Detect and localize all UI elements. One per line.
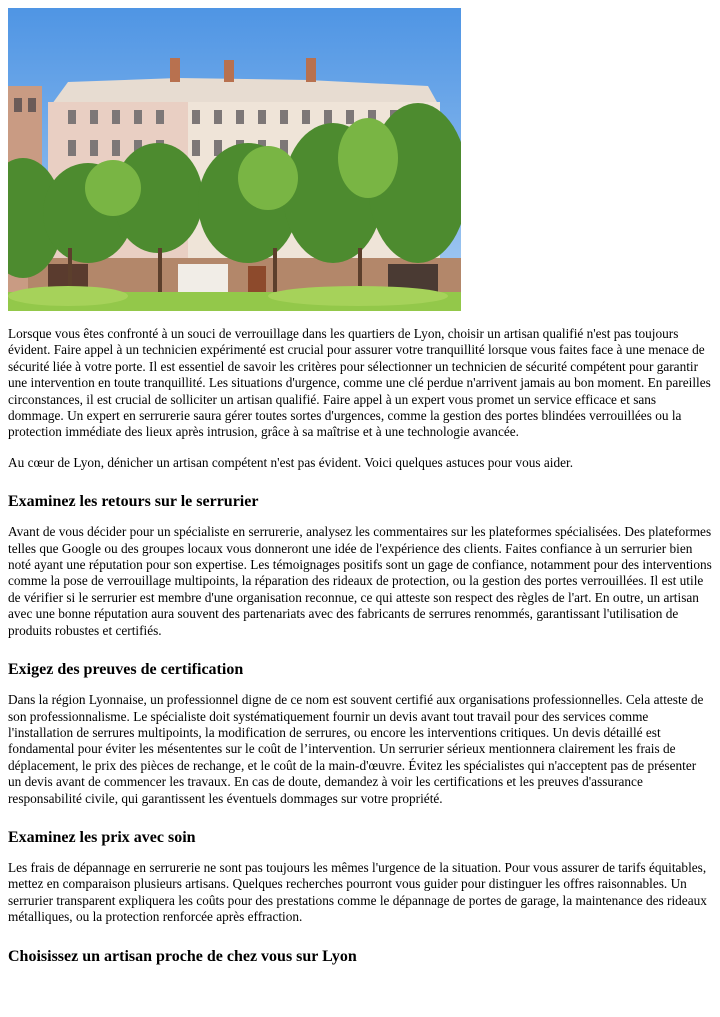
section-body-reviews: Avant de vous décider pour un spécialiste en serrurerie, analysez les commentaires sur les plateformes spécialisées. Des plateformes telles que Google ou des groupes locaux vous donneront une idée de l'expérience des clients. Faites confiance à un serrurier bien noté ayant une réputation pour son expertise. Les témoignages positifs sont un gage de confiance, notamment pour des interventions comme la pose de verrouillage multipoints, la réparation des rideaux de protection, ou la gestion des portes verrouillées. Il est utile de vérifier si le serrurier est membre d'une organisation reconnue, ce qui atteste son respect des règles de l'art. En outre, un artisan avec une bonne réputation aura souvent des partenariats avec des fabricants de serrures renommés, garantissant l'utilisation de produits robustes et certifiés. [8, 524, 712, 638]
intro-paragraph: Lorsque vous êtes confronté à un souci de verrouillage dans les quartiers de Lyon, choisir un artisan qualifié n'est pas toujours évident. Faire appel à un technicien expérimenté est crucial pour assurer votre tranquillité lorsque vous faites face à une menace de sécurité liée à votre porte. Il est essentiel de savoir les critères pour sélectionner un technicien de sécurité compétent pour garantir une intervention en toute tranquillité. Les situations d'urgence, comme une clé perdue n'arrivent jamais au bon moment. En pareilles circonstances, il est crucial de solliciter un artisan qualifié. Faire appel à un expert vous promet un service efficace et sans dommage. Un expert en serrurerie saura gérer toutes sortes d'urgences, comme la gestion des portes blindées verrouillées ou la protection immédiate des lieux après intrusion, grâce à sa maîtrise et à une technologie avancée. [8, 326, 711, 440]
section-heading-local-artisan: Choisissez un artisan proche de chez vous sur Lyon [8, 947, 357, 965]
section-heading-certification: Exigez des preuves de certification [8, 661, 244, 679]
section-heading-prices: Examinez les prix avec soin [8, 828, 196, 846]
lyon-building-photo [8, 8, 461, 311]
section-heading-reviews: Examinez les retours sur le serrurier [8, 493, 259, 511]
lead-paragraph: Au cœur de Lyon, dénicher un artisan compétent n'est pas évident. Voici quelques astuces pour vous aider. [8, 454, 574, 470]
section-body-prices: Les frais de dépannage en serrurerie ne sont pas toujours les mêmes l'urgence de la situation. Pour vous assurer de tarifs équitables, mettez en comparaison plusieurs artisans. Quelques recherches pourront vous guider pour distinguer les offres raisonnables. Un serrurier transparent expliquera les coûts pour des prestations comme le dépannage de portes de garage, la maintenance des rideaux métalliques, ou la protection renforcée après effraction. [8, 859, 707, 925]
section-body-certification: Dans la région Lyonnaise, un professionnel digne de ce nom est souvent certifié aux organisations professionnelles. Cela atteste de son professionnalisme. Le spécialiste doit systématiquement fournir un devis avant tout travail pour des services comme l'installation de serrures multipoints, la modification de serrures, ou encore les interventions critiques. Un devis détaillé est fondamental pour éviter les mésententes sur le coût de l’intervention. Un serrurier sérieux mentionnera clairement les frais de déplacement, le prix des pièces de rechange, et le coût de la main-d'œuvre. Évitez les spécialistes qui n'acceptent pas de présenter un devis avant de commencer les travaux. En cas de doute, demandez à voir les certifications et les preuves d'assurance responsabilité civile, qui garantissent les éventuels dommages sur votre propriété. [8, 692, 704, 806]
